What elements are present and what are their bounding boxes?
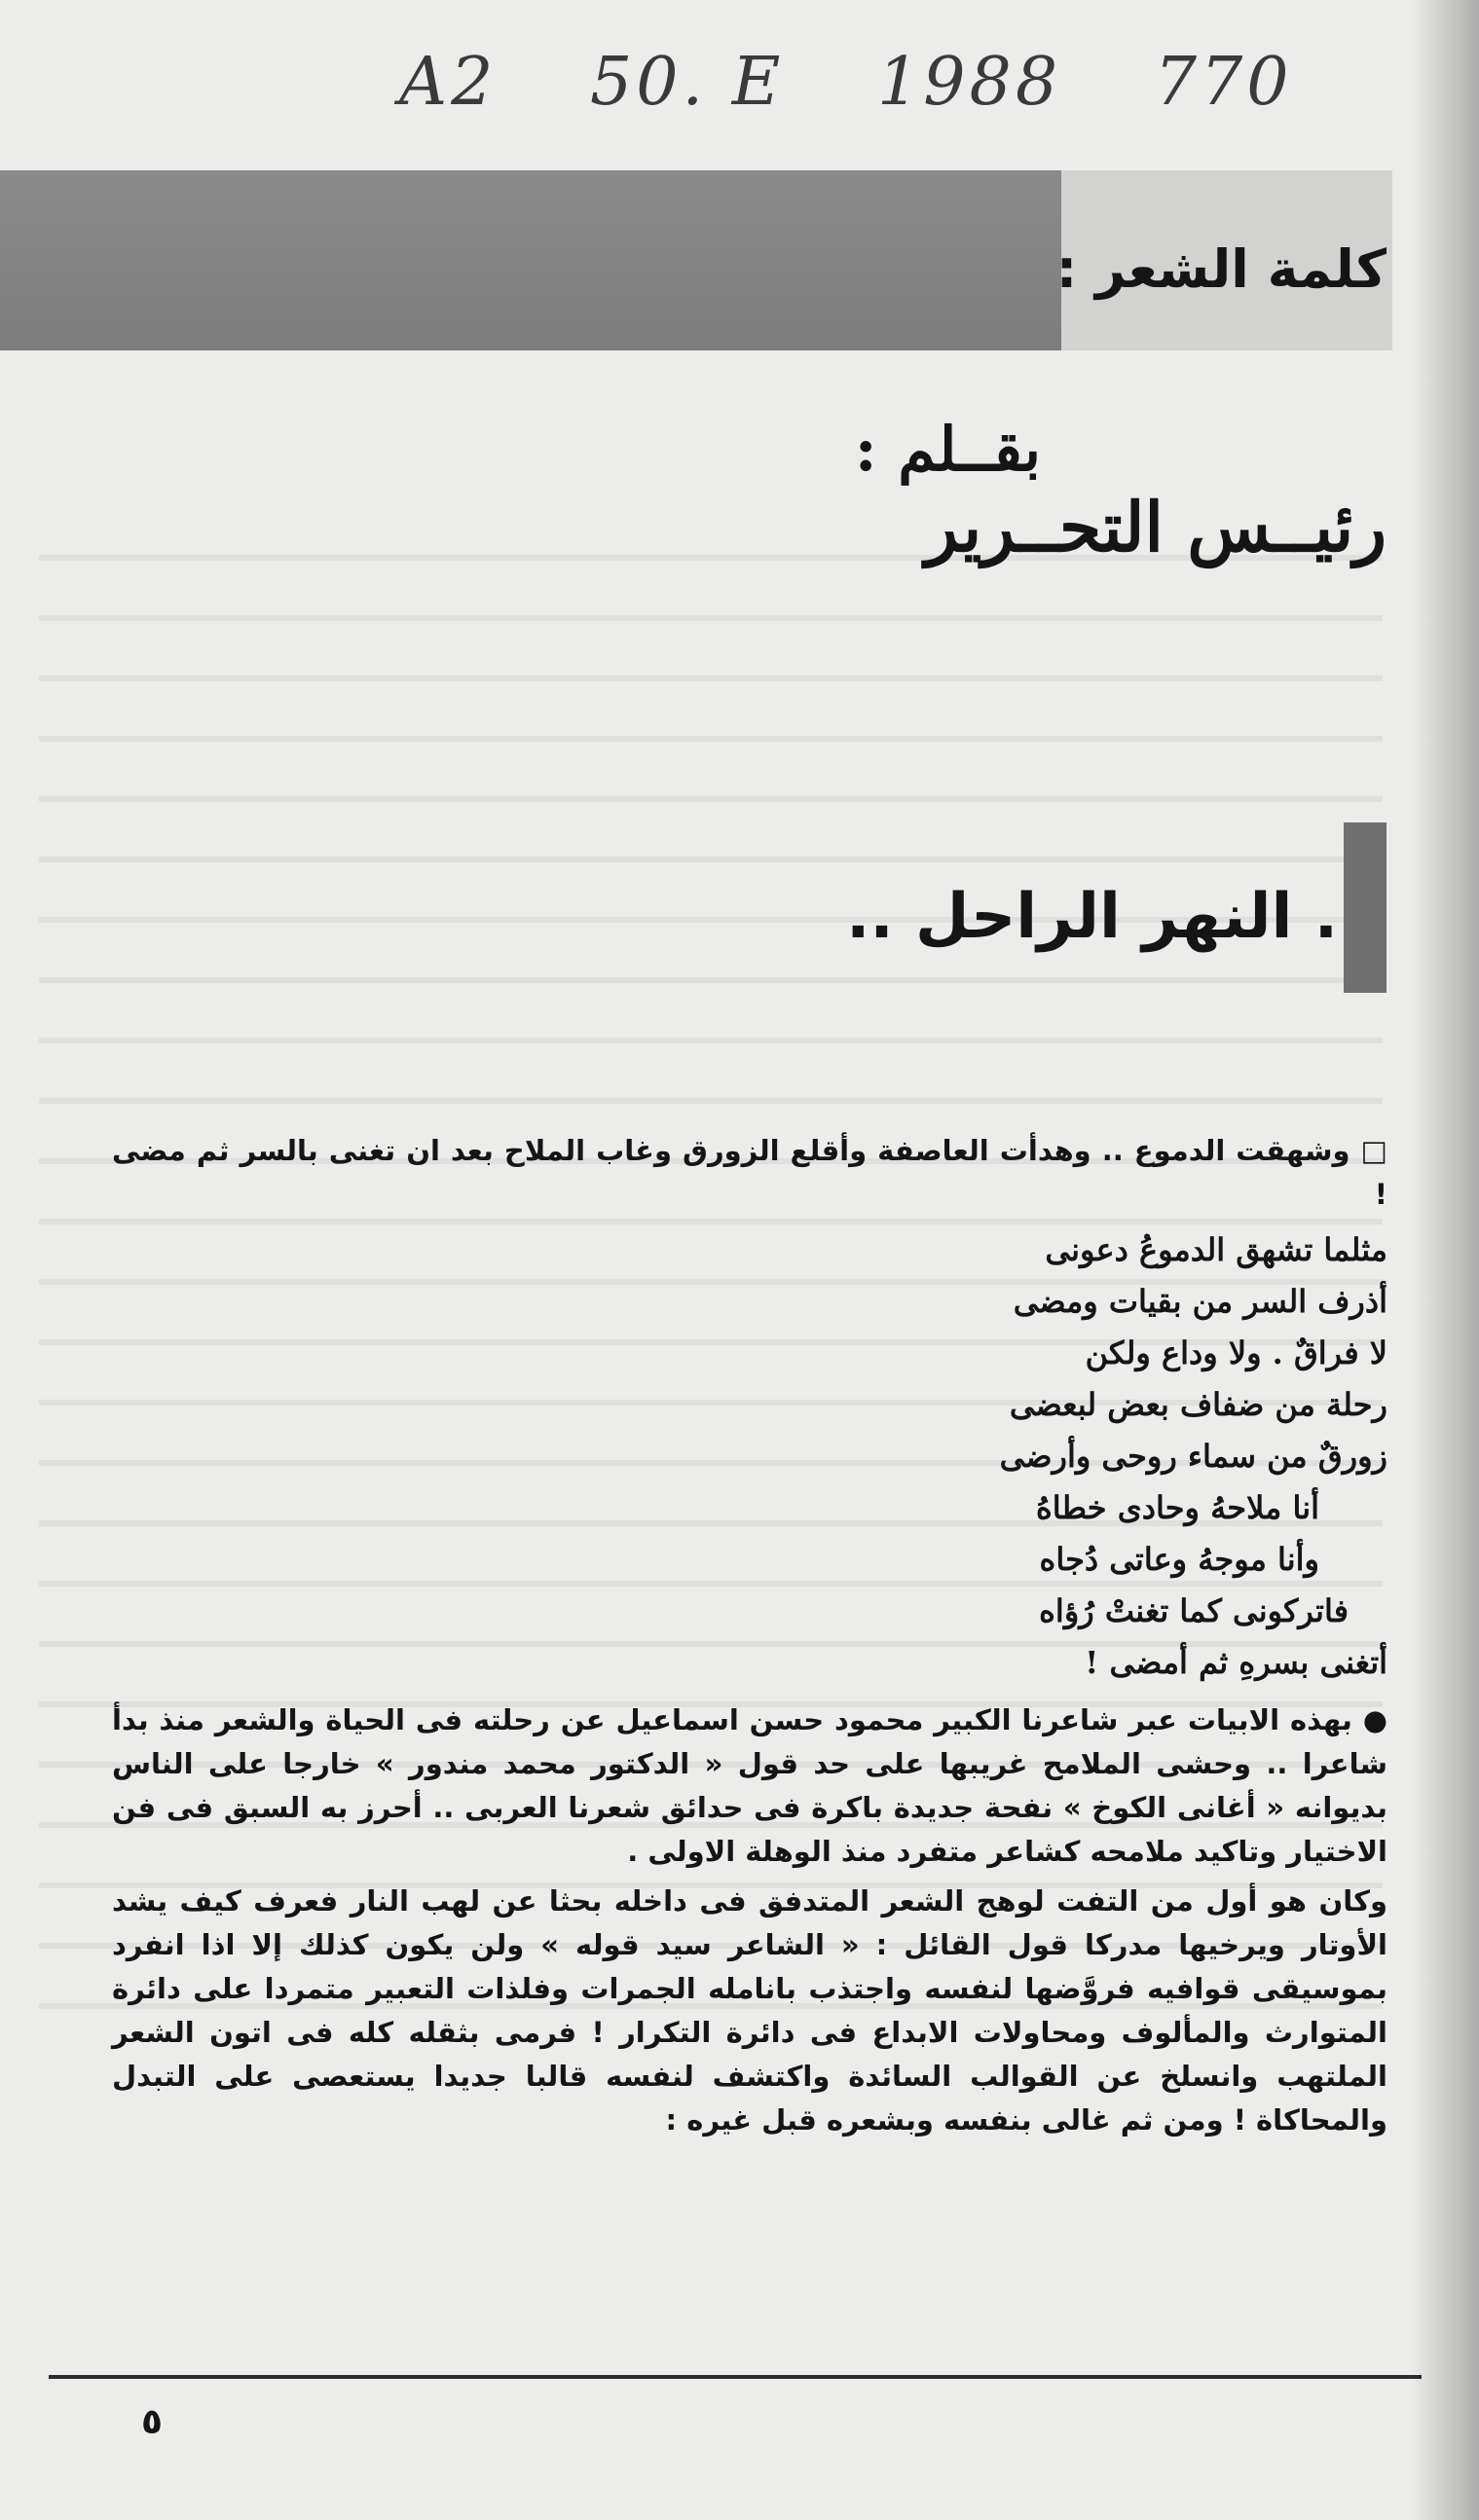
poem-line: فاتركونى كما تغنتْ رُؤاه: [1039, 1592, 1349, 1629]
article-body: [112, 1129, 1387, 2148]
article-title-marker: [1344, 822, 1387, 993]
handwritten-note-number: 770: [1154, 44, 1293, 121]
header-banner: [0, 170, 1061, 350]
poem-line: أتغنى بسرهِ ثم أمضى !: [1085, 1644, 1387, 1681]
section-title: كلمة الشعر :: [1055, 238, 1387, 300]
article-paragraph: ● بهذه الابيات عبر شاعرنا الكبير محمود حسن اسماعيل عن رحلته فى الحياة والشعر منذ بدأ شاعرا .. وحشى الملامح غريبها على حد قول « الدكتور محمد مندور » خارجا على الناس بديوانه « أغانى الكوخ » نفحة جديدة باكرة فى حدائق شعرنا العربى .. أحرز به السبق فى فن الاختيار وتاكيد ملامحه كشاعر متفرد منذ الوهلة الاولى .: [112, 1703, 1387, 1868]
handwritten-note-year: 1988: [877, 44, 1062, 121]
article-intro: □ وشهقت الدموع .. وهدأت العاصفة وأقلع الزورق وغاب الملاح بعد ان تغنى بالسر ثم مضى !: [112, 1134, 1387, 1211]
byline-author: رئيــس التحــرير: [925, 487, 1387, 567]
page-number: ٥: [141, 2402, 163, 2442]
poem-line: زورقٌ من سماء روحى وأرضى: [999, 1438, 1387, 1475]
poem-line: وأنا موجهُ وعاتى دُجاه: [1039, 1541, 1319, 1578]
article-paragraph: وكان هو أول من التفت لوهج الشعر المتدفق فى داخله بحثا عن لهب النار فعرف كيف يشد الأوتار ويرخيها مدركا قول القائل : « الشاعر سيد قوله » ولن يكون كذلك إلا اذا انفرد بموسيقى قوافيه فروَّضها لنفسه واجتذب بانامله الجمرات وفلذات التعبير متمردا على دائرة المتوارث والمألوف ومحاولات الابداع فى دائرة التكرار ! فرمى بثقله كله فى اتون الشعر الملتهب وانسلخ عن القوالب السائدة واكتشف لنفسه قالبا جديدا يستعصى على التبدل والمحاكاة ! ومن ثم غالى بنفسه وبشعره قبل غيره :: [112, 1884, 1387, 2137]
poem-line: أنا ملاحهُ وحادى خطاهُ: [1036, 1489, 1319, 1526]
poem-line: مثلما تشهق الدموعُ دعونى: [1045, 1231, 1387, 1268]
byline-prefix: بقــلم :: [854, 414, 1041, 485]
poem-line: رحلة من ضفاف بعض لبعضى: [1009, 1386, 1387, 1423]
handwritten-archive-note: [399, 44, 1324, 151]
handwritten-note-issue: 50. E: [590, 44, 785, 121]
footer-divider: [49, 2375, 1422, 2379]
article-title: . النهر الراحل ..: [846, 881, 1338, 953]
poem: [112, 1224, 1387, 1689]
page-edge-shadow: [1411, 0, 1479, 2520]
poem-line: لا فراقٌ . ولا وداع ولكن: [1085, 1334, 1387, 1371]
handwritten-note-code: A2: [399, 44, 498, 121]
poem-line: أذرف السر من بقيات ومضى: [1013, 1283, 1387, 1320]
